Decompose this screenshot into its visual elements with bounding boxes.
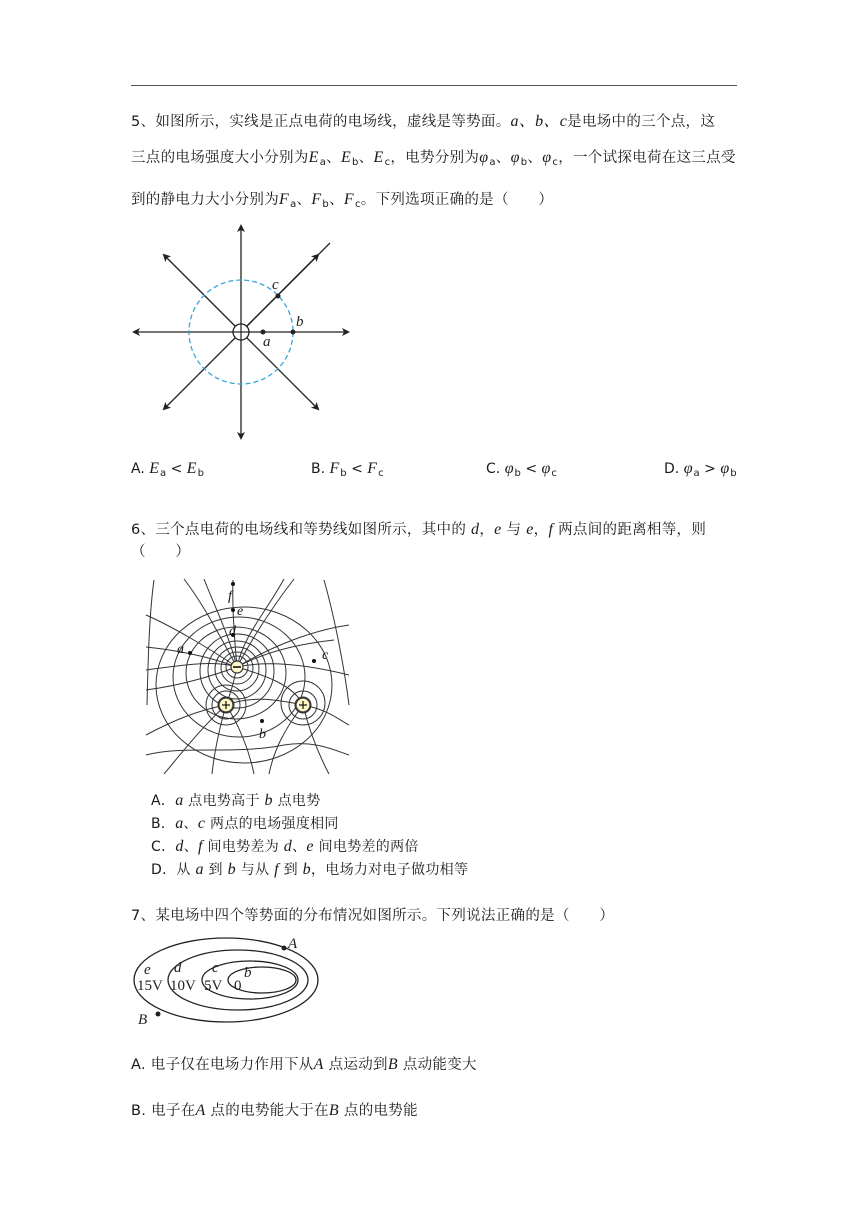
q6-label-f: f: [228, 589, 232, 604]
q7-figure-equipotentials: [132, 932, 332, 1032]
q5-label-a: a: [263, 334, 271, 350]
q7-option-b: B. 电子在A 点的电势能大于在B 点的电势能: [131, 1102, 418, 1119]
q6-label-e: e: [237, 604, 244, 619]
q6-label-d: d: [229, 624, 236, 639]
q7-label-15v: 15V: [137, 978, 163, 994]
q7-label-A: A: [288, 936, 298, 952]
q6-label-c: c: [322, 648, 329, 663]
q5-label-b: b: [296, 314, 304, 330]
q5-stem-line-1: 5、如图所示，实线是正点电荷的电场线，虚线是等势面。a、b、c是电场中的三个点，这: [131, 113, 716, 130]
q6-label-b: b: [259, 727, 266, 742]
q5-stem-line-3: 到的静电力大小分别为$F_a$、$F_b$、$F_c$。下列选项正确的是（ ）: [131, 191, 554, 210]
q5-figure-point-charge: [130, 222, 355, 444]
q6-option-a: A．a 点电势高于 b 点电势: [151, 792, 321, 809]
q7-stem: 7、某电场中四个等势面的分布情况如图所示。下列说法正确的是（ ）: [131, 908, 615, 924]
q6-stem-line-1: 6、三个点电荷的电场线和等势线如图所示，其中的 d，e 与 e，f 两点间的距离相等，则: [131, 521, 707, 538]
q6-label-a: a: [177, 642, 184, 657]
q7-label-b: b: [244, 965, 252, 981]
q7-label-B: B: [138, 1012, 148, 1028]
q7-label-0: 0: [234, 978, 242, 994]
q7-label-5v: 5V: [204, 978, 223, 994]
q5-option-c: C. $\varphi_b < \varphi_c$: [486, 460, 557, 479]
q6-figure-three-charges: [144, 575, 350, 775]
q5-option-b: B. $F_b < F_c$: [311, 460, 384, 479]
q7-label-10v: 10V: [170, 978, 196, 994]
q7-option-a: A. 电子仅在电场力作用下从A 点运动到B 点动能变大: [131, 1056, 477, 1073]
header-rule: [131, 85, 737, 86]
q6-option-c: C．d、f 间电势差为 d、e 间电势差的两倍: [151, 838, 419, 855]
q6-option-b: B．a、c 两点的电场强度相同: [151, 815, 339, 832]
q5-option-d: D. $\varphi_a > \varphi_b$: [664, 460, 737, 479]
q5-option-a: A. $E_a < E_b$: [131, 460, 204, 479]
q6-stem-line-2: （ ）: [131, 544, 191, 560]
q7-label-d: d: [174, 960, 182, 976]
q6-option-d: D．从 a 到 b 与从 f 到 b，电场力对电子做功相等: [151, 861, 469, 878]
q5-label-c: c: [272, 277, 279, 293]
q7-label-c: c: [212, 960, 219, 976]
q5-stem-line-2: 三点的电场强度大小分别为$E_a$、$E_b$、$E_c$，电势分别为$\varphi_a$、$\varphi_b$、$\varphi_c$，一个试探电荷在这三点受: [131, 149, 736, 168]
q7-label-e: e: [144, 962, 151, 978]
